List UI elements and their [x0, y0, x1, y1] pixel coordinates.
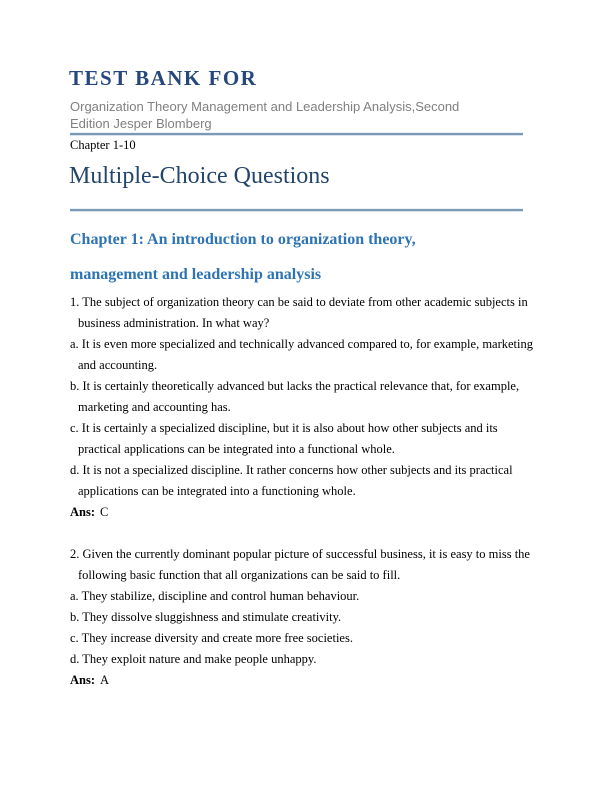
brand-title: TEST BANK FOR [69, 66, 258, 90]
question-1-option-b: b. It is certainly theoretically advanced but lacks the practical relevance that, for example, [70, 379, 520, 393]
question-1 [70, 292, 550, 523]
title-divider-rule [70, 209, 523, 211]
question-1-answer [70, 502, 550, 523]
answer-value: A [100, 673, 110, 687]
question-2-stem-line: following basic function that all organizations can be said to fill. [78, 568, 401, 582]
chapter-heading-line-1: Chapter 1: An introduction to organization theory, [70, 231, 416, 248]
question-1-option-a: a. It is even more specialized and technically advanced compared to, for example, marketing [70, 337, 533, 351]
book-subtitle-line-2: Edition Jesper Blomberg [70, 116, 212, 131]
header-divider-rule [70, 133, 523, 135]
question-1-option-c: practical applications can be integrated into a functional whole. [78, 442, 395, 456]
question-2 [70, 544, 550, 691]
question-1-option-b: marketing and accounting has. [78, 400, 231, 414]
book-subtitle-line-1: Organization Theory Management and Leadership Analysis,Second [70, 99, 460, 114]
question-1-option-c: c. It is certainly a specialized discipline, but it is also about how other subjects and its [70, 421, 498, 435]
page-title: Multiple-Choice Questions [69, 163, 330, 189]
question-1-option-d: applications can be integrated into a functioning whole. [78, 484, 356, 498]
question-2-option-c: c. They increase diversity and create more free societies. [70, 631, 353, 645]
chapter-range-label: Chapter 1-10 [70, 138, 136, 152]
question-1-option-a: and accounting. [78, 358, 158, 372]
question-1-stem-line: business administration. In what way? [78, 316, 270, 330]
chapter-heading-line-2: management and leadership analysis [70, 266, 322, 283]
question-2-option-a: a. They stabilize, discipline and control human behaviour. [70, 589, 360, 603]
question-2-option-b: b. They dissolve sluggishness and stimulate creativity. [70, 610, 342, 624]
question-2-stem-line: 2. Given the currently dominant popular picture of successful business, it is easy to miss the [70, 547, 530, 561]
question-1-option-d: d. It is not a specialized discipline. It rather concerns how other subjects and its practical [70, 463, 513, 477]
answer-label: Ans: [70, 505, 96, 519]
book-subtitle [70, 98, 459, 132]
answer-label: Ans: [70, 673, 96, 687]
question-2-option-d: d. They exploit nature and make people unhappy. [70, 652, 317, 666]
question-1-stem-line: 1. The subject of organization theory can be said to deviate from other academic subjects in [70, 295, 528, 309]
question-2-answer [70, 670, 550, 691]
chapter-heading [70, 222, 416, 292]
questions-body [70, 292, 550, 691]
answer-value: C [100, 505, 109, 519]
